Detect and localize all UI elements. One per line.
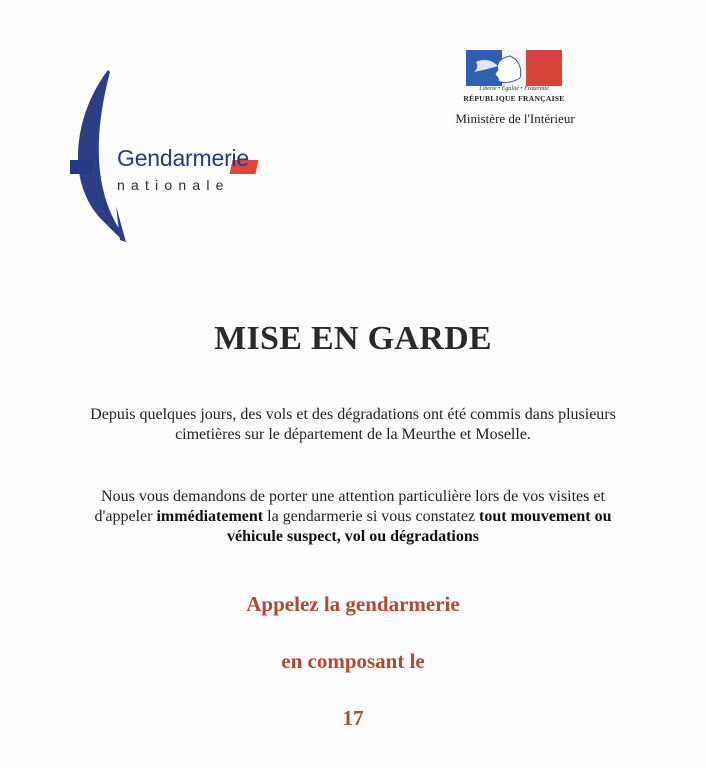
gendarmerie-title: Gendarmerie	[117, 145, 250, 171]
call-to-action-line-1: Appelez la gendarmerie	[246, 592, 460, 616]
paragraph-2-line-2	[0, 507, 706, 527]
paragraph-2-line-2-mid: la gendarmerie si vous constatez	[263, 508, 480, 525]
emphasis-vehicle: véhicule suspect, vol ou dégradations	[226, 528, 479, 545]
paragraph-1-line-2: cimetières sur le département de la Meurthe et Moselle.	[175, 426, 531, 443]
emphasis-movement: tout mouvement ou	[479, 508, 612, 525]
warning-paragraph-1	[0, 405, 706, 445]
paragraph-2-line-3	[0, 527, 706, 547]
republic-name: RÉPUBLIQUE FRANÇAISE	[463, 94, 565, 103]
gendarmerie-subtitle: nationale	[117, 177, 230, 193]
marianne-logo	[466, 50, 562, 86]
warning-paragraph-2	[0, 487, 706, 547]
paragraph-1-line-1: Depuis quelques jours, des vols et des dégradations ont été commis dans plusieurs	[90, 406, 616, 423]
republic-motto: Liberté • Égalité • Fraternité	[479, 86, 549, 92]
emphasis-immediately: immédiatement	[156, 508, 264, 525]
paragraph-2-line-1: Nous vous demandons de porter une attention particulière lors de vos visites et	[101, 488, 605, 505]
page-title: MISE EN GARDE	[214, 320, 492, 357]
emergency-number: 17	[342, 706, 364, 730]
paragraph-2-line-2-pre: d'appeler	[94, 508, 157, 525]
marianne-icon	[466, 50, 562, 86]
call-to-action-line-2: en composant le	[281, 649, 425, 673]
ministry-name: Ministère de l'Intérieur	[455, 111, 575, 126]
